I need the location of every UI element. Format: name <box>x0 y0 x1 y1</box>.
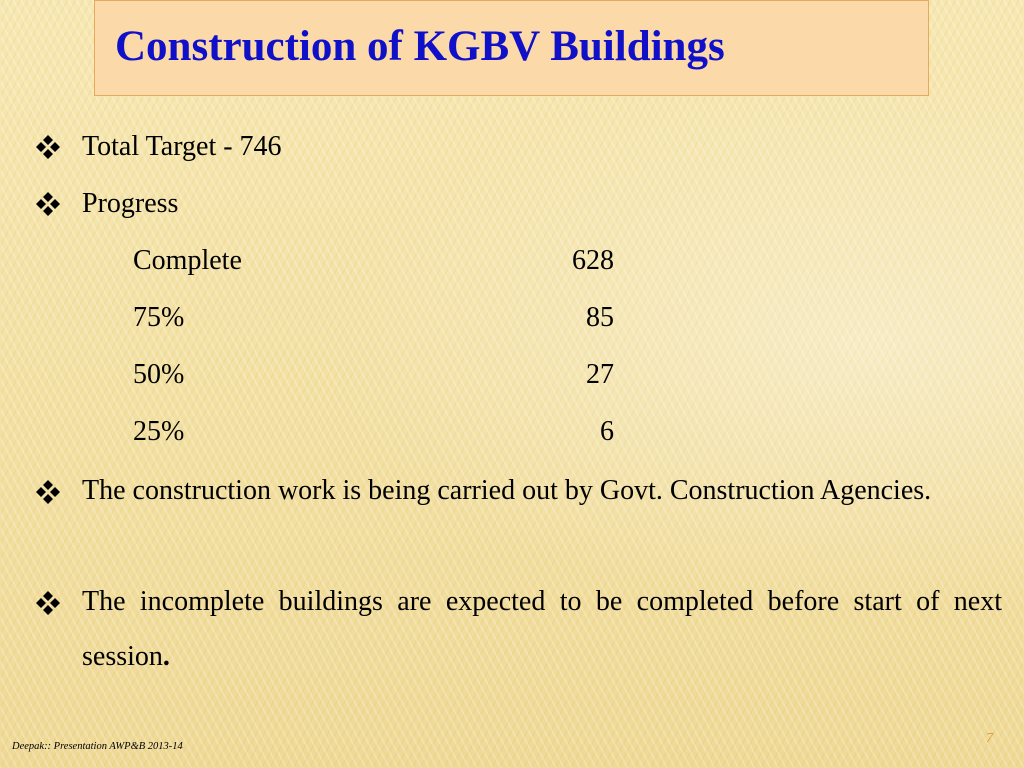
progress-value: 85 <box>586 302 614 333</box>
four-diamond-bullet-icon <box>34 589 62 617</box>
total-target-text: Total Target - 746 <box>82 131 282 162</box>
incomplete-buildings-sentence: The incomplete buildings are expected to be completed before start of next session <box>82 586 1002 672</box>
progress-value: 6 <box>600 416 614 447</box>
four-diamond-bullet-icon <box>34 190 62 218</box>
progress-heading: Progress <box>82 188 179 219</box>
progress-label: 25% <box>133 416 185 447</box>
agencies-text: The construction work is being carried out by Govt. Construction Agencies. <box>82 475 932 506</box>
footer-text: Deepak:: Presentation AWP&B 2013-14 <box>12 741 183 752</box>
page-number: 7 <box>986 731 993 746</box>
progress-value: 628 <box>572 245 614 276</box>
progress-label: 50% <box>133 359 185 390</box>
four-diamond-bullet-icon <box>34 478 62 506</box>
slide-title: Construction of KGBV Buildings <box>115 23 725 70</box>
four-diamond-bullet-icon <box>34 133 62 161</box>
sentence-period: . <box>162 641 170 672</box>
progress-value: 27 <box>586 359 614 390</box>
progress-label: Complete <box>133 245 242 276</box>
incomplete-buildings-text <box>82 574 1002 684</box>
progress-label: 75% <box>133 302 185 333</box>
title-box <box>94 0 929 96</box>
